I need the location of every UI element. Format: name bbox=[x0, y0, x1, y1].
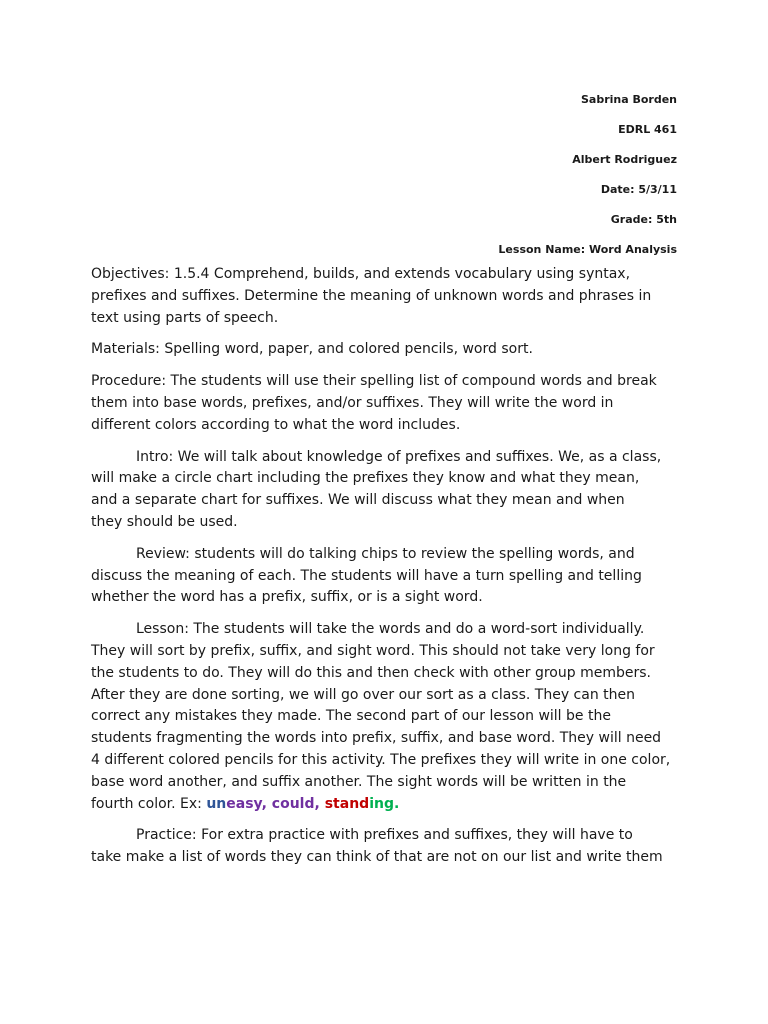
lesson-name-label: Lesson Name: bbox=[498, 243, 586, 256]
text-line: discuss the meaning of each. The students will have a turn spelling and telling bbox=[91, 567, 642, 584]
text-line: and a separate chart for suffixes. We will discuss what they mean and when bbox=[91, 492, 625, 509]
text-line: students fragmenting the words into prefix, suffix, and base word. They will need bbox=[91, 730, 662, 747]
lesson-paragraph bbox=[91, 619, 691, 815]
grade-line bbox=[498, 210, 677, 240]
text-line: Intro: We will talk about knowledge of prefixes and suffixes. We, as a class, bbox=[136, 448, 662, 465]
example-separator: , bbox=[261, 795, 272, 812]
review-paragraph bbox=[91, 544, 691, 609]
text-line: will make a circle chart including the prefixes they know and what they mean, bbox=[91, 470, 640, 487]
instructor-name: Albert Rodriguez bbox=[572, 153, 677, 166]
practice-paragraph bbox=[91, 825, 691, 869]
lesson-name-value: Word Analysis bbox=[589, 243, 677, 256]
text-line: 4 different colored pencils for this activity. The prefixes they will write in one color, bbox=[91, 751, 671, 768]
example-base-easy: easy bbox=[226, 795, 262, 812]
example-base-stand: stand bbox=[324, 795, 370, 812]
intro-paragraph bbox=[91, 447, 691, 534]
text-line: correct any mistakes they made. The second part of our lesson will be the bbox=[91, 708, 611, 725]
text-line: Procedure: The students will use their spelling list of compound words and break bbox=[91, 373, 657, 390]
procedure-paragraph bbox=[91, 371, 691, 436]
grade-value: 5th bbox=[656, 213, 677, 226]
course-code: EDRL 461 bbox=[618, 123, 677, 136]
text-line: different colors according to what the word includes. bbox=[91, 416, 461, 433]
text-line: take make a list of words they can think of that are not on our list and write them bbox=[91, 849, 663, 866]
text-line: whether the word has a prefix, suffix, or is a sight word. bbox=[91, 589, 483, 606]
text-line: Objectives: 1.5.4 Comprehend, builds, and extends vocabulary using syntax, bbox=[91, 266, 631, 282]
text-line: Materials: Spelling word, paper, and colored pencils, word sort. bbox=[91, 341, 533, 358]
text-line: the students to do. They will do this and then check with other group members. bbox=[91, 664, 651, 681]
text-line: text using parts of speech. bbox=[91, 309, 279, 326]
example-separator: , bbox=[314, 795, 325, 812]
objectives-paragraph bbox=[91, 264, 691, 329]
date-label: Date: bbox=[600, 183, 635, 196]
example-suffix-ing: ing bbox=[369, 795, 394, 812]
body-text bbox=[91, 264, 691, 879]
text-line: base word another, and suffix another. The sight words will be written in the bbox=[91, 773, 627, 790]
grade-label: Grade: bbox=[610, 213, 653, 226]
materials-paragraph bbox=[91, 339, 691, 361]
text-line: them into base words, prefixes, and/or suffixes. They will write the word in bbox=[91, 394, 614, 411]
date-line bbox=[498, 180, 677, 210]
text-line: prefixes and suffixes. Determine the meaning of unknown words and phrases in bbox=[91, 287, 652, 304]
example-line bbox=[91, 794, 691, 816]
text-line: After they are done sorting, we will go over our sort as a class. They can then bbox=[91, 686, 635, 703]
text-line: They will sort by prefix, suffix, and sight word. This should not take very long for bbox=[91, 642, 655, 659]
author-name: Sabrina Borden bbox=[580, 93, 677, 106]
example-word-could: could bbox=[271, 795, 315, 812]
text-line: Review: students will do talking chips to review the spelling words, and bbox=[136, 545, 635, 562]
header-block bbox=[498, 90, 677, 270]
example-lead-text: fourth color. Ex: bbox=[91, 795, 207, 812]
date-value: 5/3/11 bbox=[638, 183, 677, 196]
text-line: Lesson: The students will take the words and do a word-sort individually. bbox=[136, 621, 645, 638]
example-prefix-un: un bbox=[206, 795, 227, 812]
text-line: Practice: For extra practice with prefixes and suffixes, they will have to bbox=[136, 827, 633, 844]
example-period: . bbox=[393, 795, 400, 812]
text-line: they should be used. bbox=[91, 513, 238, 530]
